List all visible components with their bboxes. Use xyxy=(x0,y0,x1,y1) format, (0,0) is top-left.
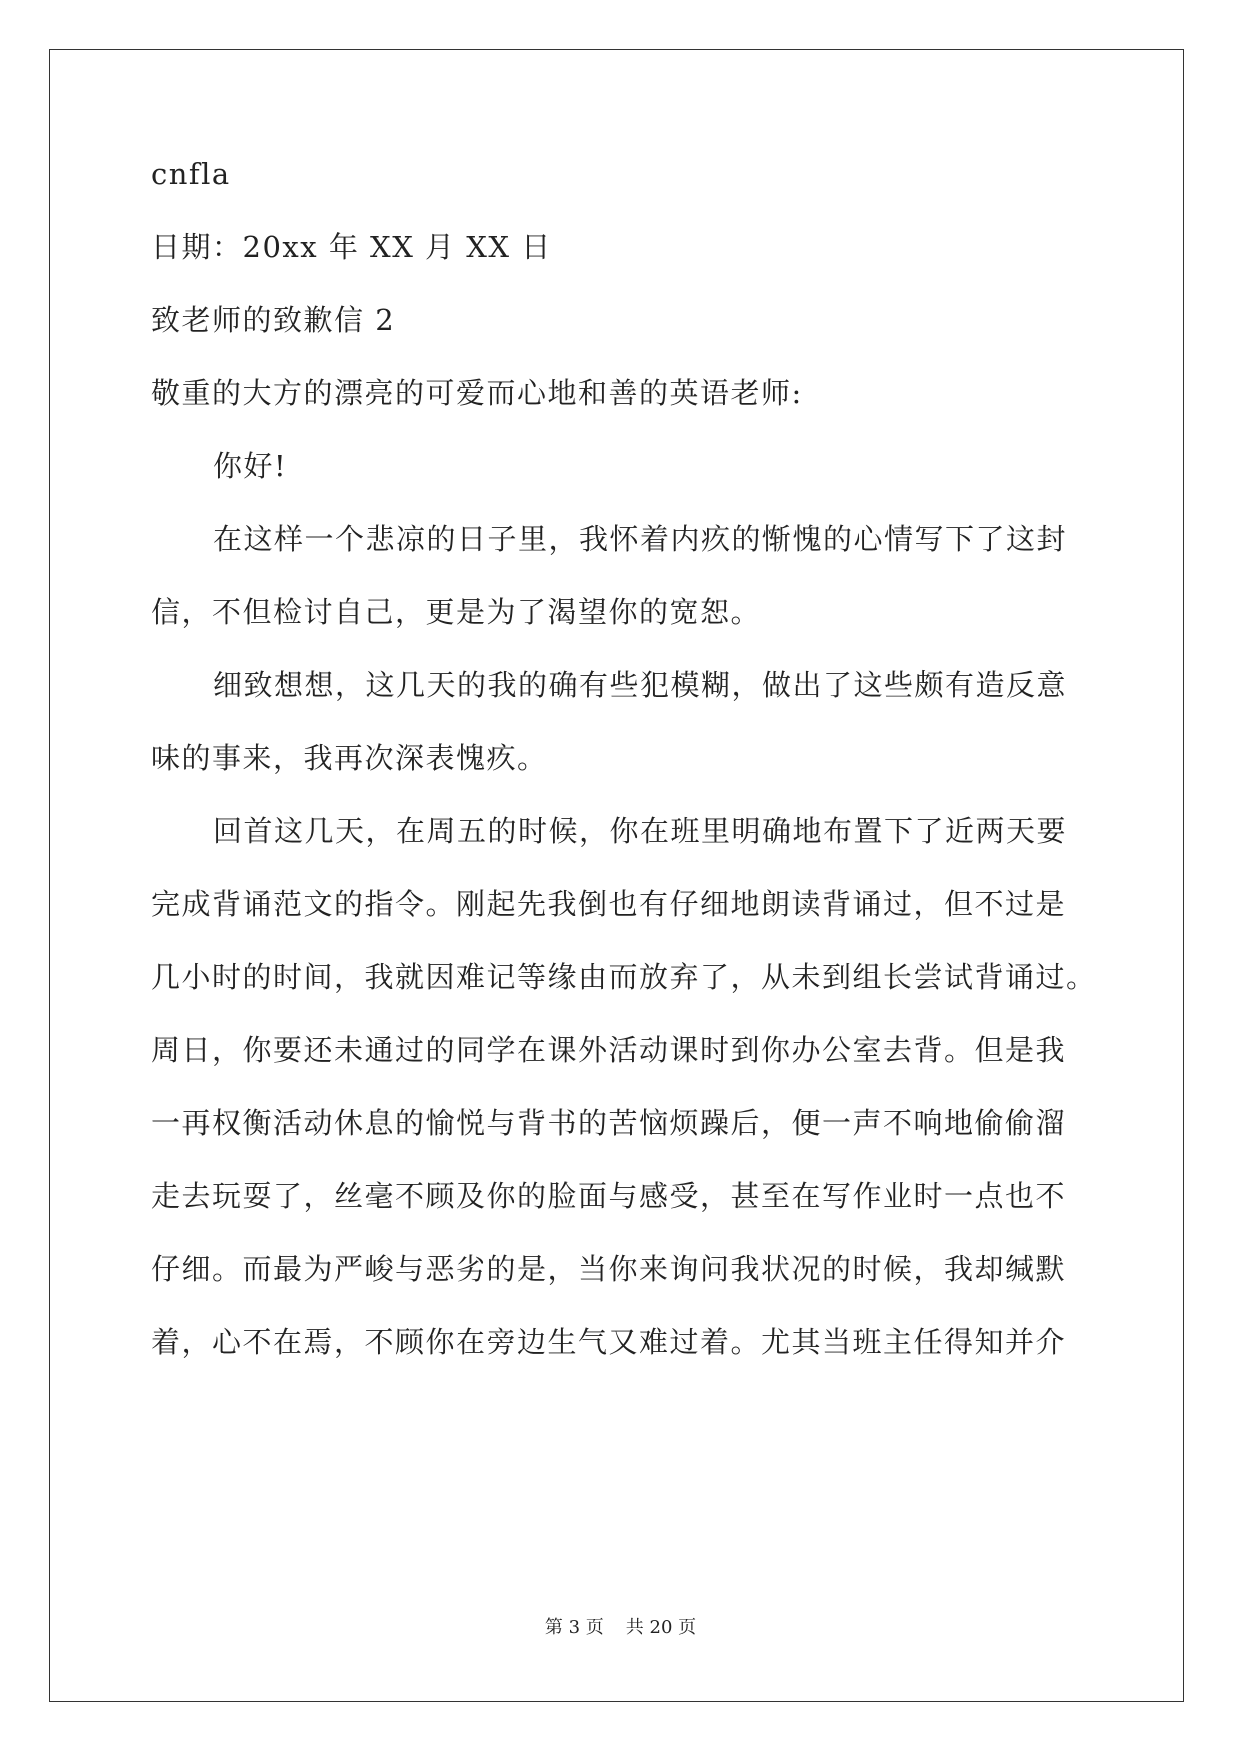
body-line: 周日，你要还未通过的同学在课外活动课时到你办公室去背。但是我 xyxy=(151,1033,1067,1067)
salutation: 敬重的大方的漂亮的可爱而心地和善的英语老师: xyxy=(151,376,803,410)
body-line: 细致想想，这几天的我的确有些犯模糊，做出了这些颇有造反意 xyxy=(213,668,1068,702)
body-line: 味的事来，我再次深表愧疚。 xyxy=(151,741,548,775)
body-line: 在这样一个悲凉的日子里，我怀着内疚的惭愧的心情写下了这封 xyxy=(213,522,1068,556)
page-border xyxy=(49,49,1184,1702)
letter-title: 致老师的致歉信 2 xyxy=(151,303,396,337)
page-footer xyxy=(0,1616,1241,1640)
body-line: 信，不但检讨自己，更是为了渴望你的宽恕。 xyxy=(151,595,762,629)
header-text: cnfla xyxy=(151,157,231,191)
body-line: 着，心不在焉，不顾你在旁边生气又难过着。尤其当班主任得知并介 xyxy=(151,1325,1067,1359)
body-line: 回首这几天，在周五的时候，你在班里明确地布置下了近两天要 xyxy=(213,814,1068,848)
page-number: 第 3 页 xyxy=(544,1617,604,1638)
body-line: 仔细。而最为严峻与恶劣的是，当你来询问我状况的时候，我却缄默 xyxy=(151,1252,1067,1286)
body-line: 一再权衡活动休息的愉悦与背书的苦恼烦躁后，便一声不响地偷偷溜 xyxy=(151,1106,1067,1140)
body-line: 完成背诵范文的指令。刚起先我倒也有仔细地朗读背诵过，但不过是 xyxy=(151,887,1067,921)
page-total: 共 20 页 xyxy=(625,1617,697,1638)
greeting: 你好! xyxy=(213,449,288,483)
date-line: 日期：20xx 年 XX 月 XX 日 xyxy=(151,230,552,264)
body-line: 几小时的时间，我就因难记等缘由而放弃了，从未到组长尝试背诵过。 xyxy=(151,960,1097,994)
body-line: 走去玩耍了，丝毫不顾及你的脸面与感受，甚至在写作业时一点也不 xyxy=(151,1179,1067,1213)
